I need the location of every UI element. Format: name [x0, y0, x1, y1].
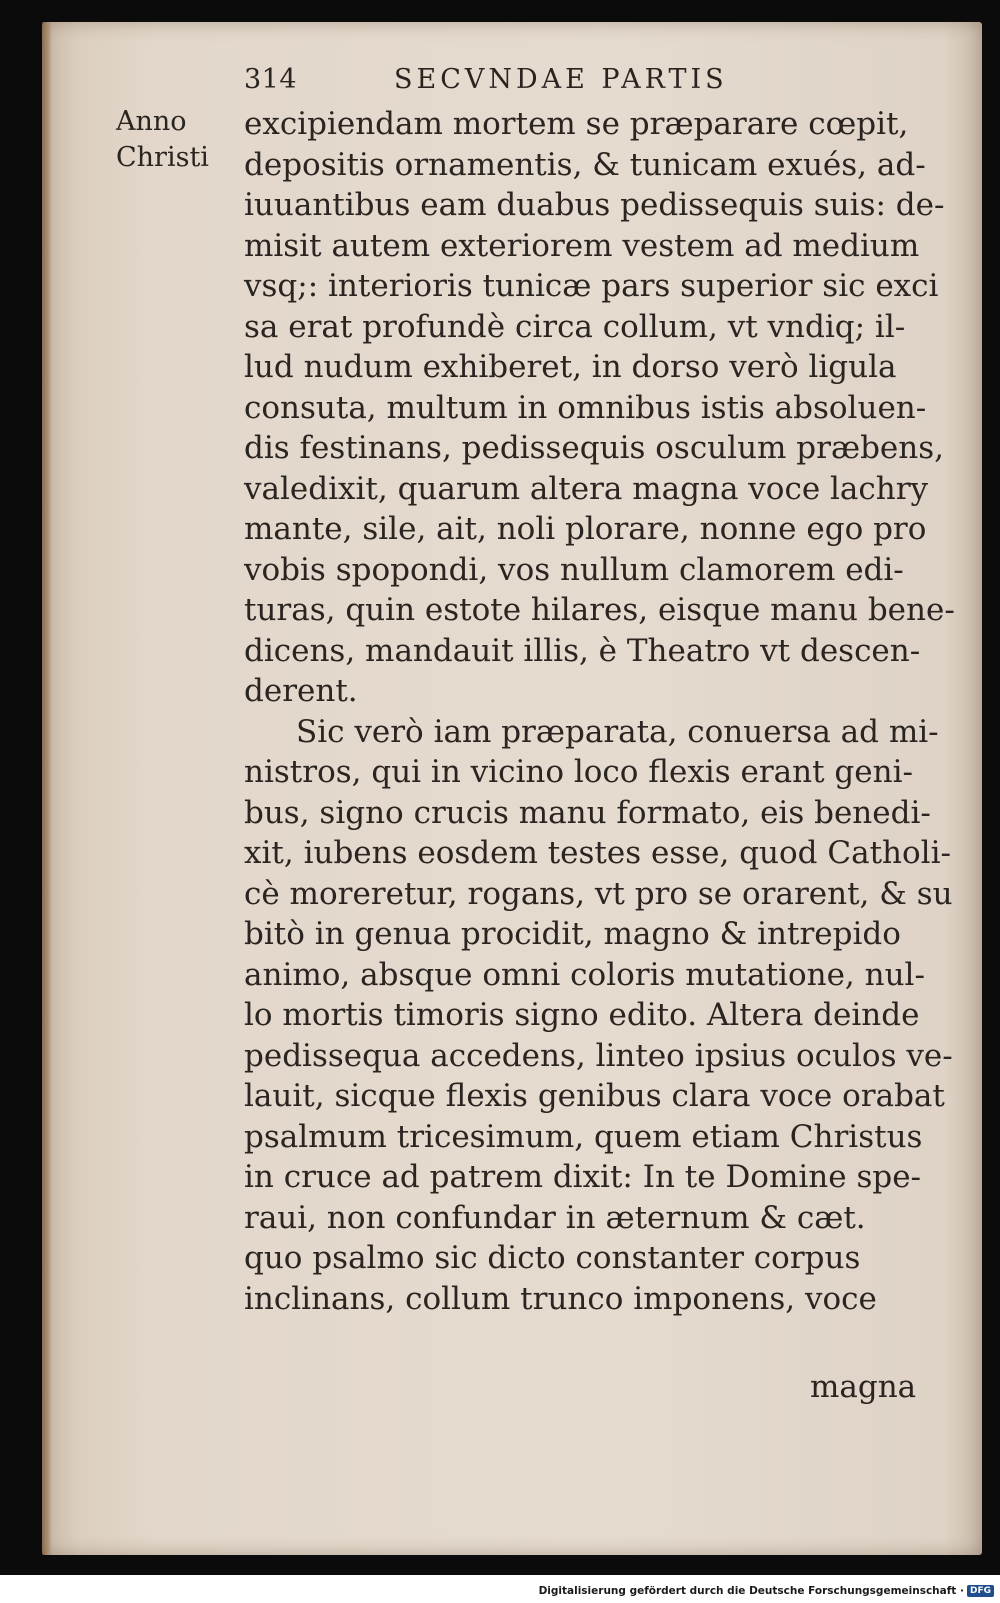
- text-line: xit, iubens eosdem testes esse, quod Catholi-: [244, 835, 951, 871]
- catchword: magna: [810, 1369, 917, 1405]
- margin-note-line: Anno: [116, 106, 187, 137]
- digitization-credit: [539, 1585, 994, 1597]
- text-line: lauit, sicque flexis genibus clara voce orabat: [244, 1078, 945, 1114]
- margin-note: [116, 104, 209, 176]
- text-line: iuuantibus eam duabus pedissequis suis: de-: [244, 187, 945, 223]
- text-line: inclinans, collum trunco imponens, voce: [244, 1280, 877, 1317]
- text-line: misit autem exteriorem vestem ad medium: [244, 227, 920, 264]
- text-line: dicens, mandauit illis, è Theatro vt descen-: [244, 632, 921, 669]
- text-line: derent.: [244, 673, 358, 709]
- paragraph-start-line: Sic verò iam præparata, conuersa ad mi-: [296, 713, 939, 750]
- text-line: raui, non confundar in æternum & cæt.: [244, 1199, 866, 1236]
- text-line: in cruce ad patrem dixit: In te Domine spe-: [244, 1159, 922, 1195]
- running-title: SECVNDAE PARTIS: [394, 64, 728, 95]
- text-line: bitò in genua procidit, magno & intrepido: [244, 916, 901, 952]
- body-text: [244, 104, 955, 1319]
- text-line: consuta, multum in omnibus istis absoluen-: [244, 389, 927, 426]
- text-line: sa erat profundè circa collum, vt vndiq; il-: [244, 308, 906, 345]
- text-line: vobis spopondi, vos nullum clamorem edi-: [244, 551, 904, 588]
- text-line: nistros, qui in vicino loco flexis erant geni-: [244, 754, 913, 790]
- margin-note-line: Christi: [116, 142, 209, 173]
- text-line: lud nudum exhiberet, in dorso verò ligula: [244, 349, 897, 385]
- text-line: valedixit, quarum altera magna voce lachry: [244, 470, 929, 507]
- page-number: 314: [244, 64, 298, 95]
- text-line: bus, signo crucis manu formato, eis benedi-: [244, 794, 931, 831]
- text-line: psalmum tricesimum, quem etiam Christus: [244, 1118, 923, 1155]
- text-line: quo psalmo sic dicto constanter corpus: [244, 1240, 861, 1276]
- text-line: lo mortis timoris signo edito. Altera deinde: [244, 997, 920, 1033]
- running-head: [244, 64, 804, 95]
- text-line: vsq;: interioris tunicæ pars superior sic exci: [244, 268, 939, 304]
- dfg-logo: DFG: [967, 1585, 994, 1597]
- text-line: depositis ornamentis, & tunicam exués, ad-: [244, 146, 926, 183]
- text-line: turas, quin estote hilares, eisque manu bene-: [244, 592, 955, 628]
- credit-text: Digitalisierung gefördert durch die Deutsche Forschungsgemeinschaft ·: [538, 1585, 964, 1597]
- text-line: animo, absque omni coloris mutatione, nul-: [244, 956, 925, 993]
- text-line: mante, sile, ait, noli plorare, nonne ego pro: [244, 511, 927, 547]
- page-binding-edge: [42, 22, 52, 1555]
- text-line: cè moreretur, rogans, vt pro se orarent, & su: [244, 875, 953, 912]
- text-line: excipiendam mortem se præparare cœpit,: [244, 106, 909, 142]
- text-line: dis festinans, pedissequis osculum præbens,: [244, 430, 944, 466]
- text-line: pedissequa accedens, linteo ipsius oculos ve-: [244, 1037, 953, 1074]
